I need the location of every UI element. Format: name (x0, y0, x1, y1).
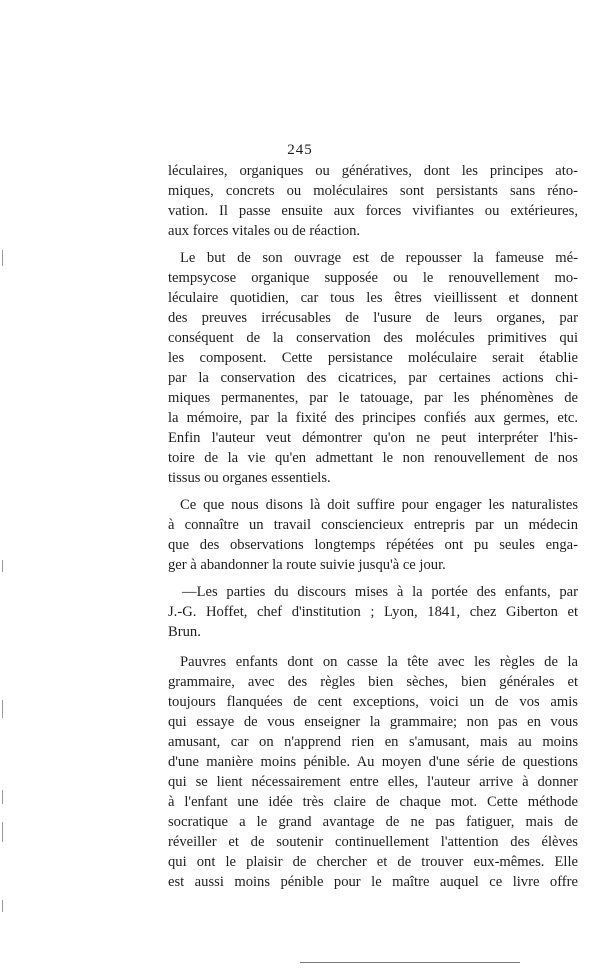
text-line: est aussi moins pénible pour le maître auquel ce livre offre (168, 874, 578, 890)
text-line: Ce que nous disons là doit suffire pour engager les naturalistes (180, 497, 578, 513)
text-line: miques, concrets ou moléculaires sont persistants sans réno- (168, 183, 578, 199)
scan-margin-mark (2, 700, 3, 718)
scan-margin-mark (2, 560, 3, 572)
text-line: la mémoire, par la fixité des principes confiés aux germes, etc. (168, 410, 578, 426)
text-line: J.-G. Hoffet, chef d'institution ; Lyon, 1841, chez Giberton et (168, 604, 578, 620)
text-line: socratique a le grand avantage de ne pas fatiguer, mais de (168, 814, 578, 830)
text-line: miques permanentes, par le tatouage, par les phénomènes de (168, 390, 578, 406)
scan-margin-mark (2, 822, 3, 842)
text-line: Le but de son ouvrage est de repousser la fameuse mé- (180, 250, 578, 266)
text-line: à connaître un travail consciencieux entrepris par un médecin (168, 517, 578, 533)
page-number: 245 (287, 142, 313, 158)
text-line: conséquent de la conservation des molécules primitives qui (168, 330, 578, 346)
text-line: qui essaye de vous enseigner la grammaire; non pas en vous (168, 714, 578, 730)
text-line: que des observations longtemps répétées ont pu seules enga- (168, 537, 578, 553)
text-line: des preuves irrécusables de l'usure de leurs organes, par (168, 310, 578, 326)
text-line: toire de la vie qu'en admettant le non renouvellement de nos (168, 450, 578, 466)
text-line: qui ont le plaisir de chercher et de trouver eux-mêmes. Elle (168, 854, 578, 870)
text-line: tempsycose organique supposée ou le renouvellement mo- (168, 270, 578, 286)
text-line: grammaire, avec des règles bien sèches, bien générales et (168, 674, 578, 690)
text-line: Pauvres enfants dont on casse la tête avec les règles de la (180, 654, 578, 670)
scan-margin-mark (2, 790, 3, 804)
text-line: aux forces vitales ou de réaction. (168, 223, 361, 239)
text-line: —Les parties du discours mises à la portée des enfants, par (182, 584, 578, 600)
text-line: d'une manière moins pénible. Au moyen d'une série de questions (168, 754, 578, 770)
text-line: les composent. Cette persistance moléculaire serait établie (168, 350, 578, 366)
text-line: toujours flanquées de cent exceptions, voici un de vos amis (168, 694, 578, 710)
scan-margin-mark (2, 900, 3, 912)
text-line: tissus ou organes essentiels. (168, 470, 331, 486)
text-line: vation. Il passe ensuite aux forces vivifiantes ou extérieures, (168, 203, 578, 219)
text-line: Brun. (168, 624, 201, 640)
text-line: par la conservation des cicatrices, par certaines actions chi- (168, 370, 578, 386)
text-line: à l'enfant une idée très claire de chaque mot. Cette méthode (168, 794, 578, 810)
text-line: amusant, car on n'apprend rien en s'amusant, mais au moins (168, 734, 578, 750)
text-line: léculaires, organiques ou génératives, dont les principes ato- (168, 163, 578, 179)
text-line: Enfin l'auteur veut démontrer qu'on ne peut interpréter l'his- (168, 430, 578, 446)
text-line: léculaire quotidien, car tous les êtres vieillissent et donnent (168, 290, 578, 306)
text-line: qui se lient nécessairement entre elles, l'auteur arrive à donner (168, 774, 578, 790)
bottom-edge-rule (300, 962, 520, 963)
text-line: ger à abandonner la route suivie jusqu'à ce jour. (168, 557, 446, 573)
text-line: réveiller et de soutenir continuellement l'attention des élèves (168, 834, 578, 850)
scan-margin-mark (2, 250, 3, 266)
